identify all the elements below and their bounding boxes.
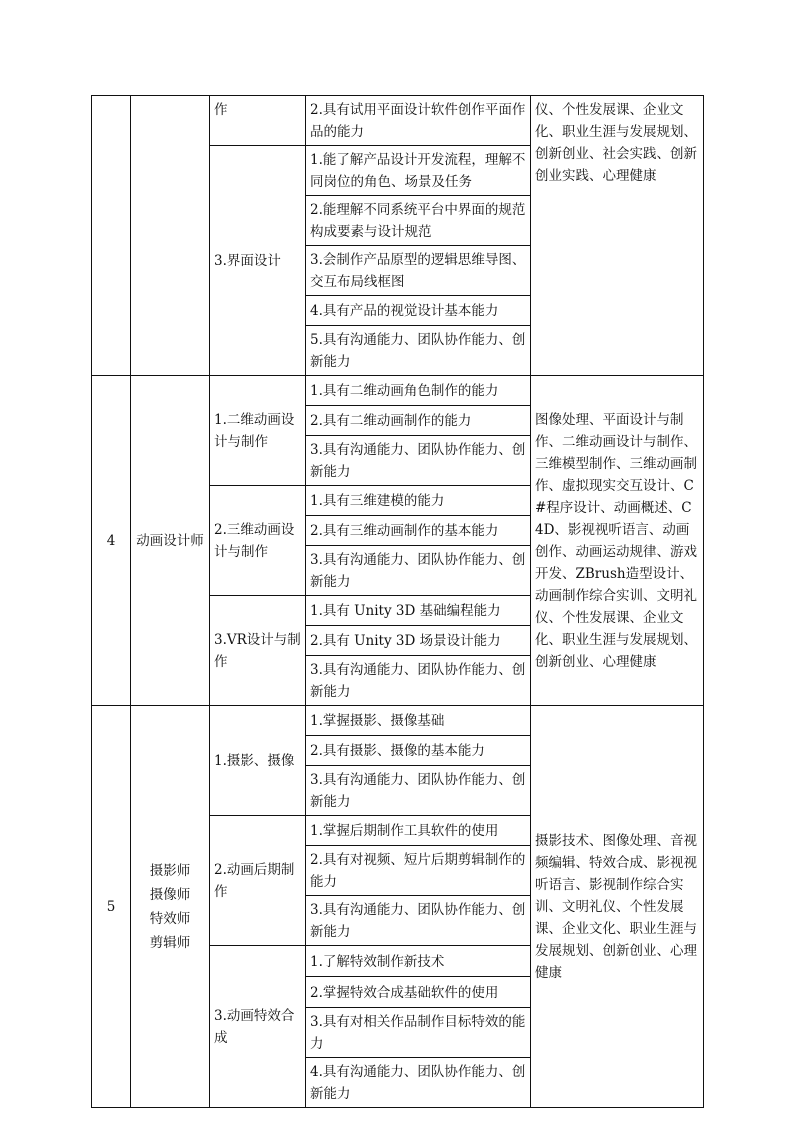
job-title-line: 特效师 xyxy=(149,911,191,927)
task-cell: 1.摄影、摄像 xyxy=(210,706,306,816)
task-cell: 3.VR设计与制作 xyxy=(210,596,306,706)
table-row xyxy=(92,376,704,406)
task-cell: 3.界面设计 xyxy=(210,146,306,376)
job-title-cell xyxy=(131,706,210,1108)
row-number-cell: 5 xyxy=(92,706,131,1108)
ability-cell: 2.具有 Unity 3D 场景设计能力 xyxy=(306,626,531,656)
row-number-cell xyxy=(92,96,131,376)
ability-cell: 1.具有三维建模的能力 xyxy=(306,486,531,516)
ability-cell: 3.具有沟通能力、团队协作能力、创新能力 xyxy=(306,896,531,946)
ability-cell: 3.会制作产品原型的逻辑思维导图、交互布局线框图 xyxy=(306,246,531,296)
course-cell: 仪、个性发展课、企业文化、职业生涯与发展规划、创新创业、社会实践、创新创业实践、心理健康 xyxy=(531,96,704,376)
ability-cell: 1.掌握后期制作工具软件的使用 xyxy=(306,816,531,846)
ability-cell: 3.具有沟通能力、团队协作能力、创新能力 xyxy=(306,656,531,706)
task-cell: 3.动画特效合成 xyxy=(210,946,306,1108)
job-title-cell: 动画设计师 xyxy=(131,376,210,706)
task-cell: 1.二维动画设计与制作 xyxy=(210,376,306,486)
table-row xyxy=(92,706,704,736)
ability-cell: 2.具有二维动画制作的能力 xyxy=(306,406,531,436)
task-cell: 2.动画后期制作 xyxy=(210,816,306,946)
ability-cell: 3.具有沟通能力、团队协作能力、创新能力 xyxy=(306,766,531,816)
ability-cell: 2.掌握特效合成基础软件的使用 xyxy=(306,977,531,1008)
ability-cell: 2.具有摄影、摄像的基本能力 xyxy=(306,736,531,766)
task-cell: 作 xyxy=(210,96,306,146)
job-title-line: 剪辑师 xyxy=(149,935,191,951)
course-cell: 图像处理、平面设计与制作、二维动画设计与制作、三维模型制作、三维动画制作、虚拟现实交互设计、C#程序设计、动画概述、C4D、影视视听语言、动画创作、动画运动规律、游戏开发、ZBrush造型设计、动画制作综合实训、文明礼仪、个性发展课、企业文化、职业生涯与发展规划、创新创业、心理健康 xyxy=(531,376,704,706)
ability-cell: 1.掌握摄影、摄像基础 xyxy=(306,706,531,736)
ability-cell: 5.具有沟通能力、团队协作能力、创新能力 xyxy=(306,326,531,376)
ability-cell: 3.具有沟通能力、团队协作能力、创新能力 xyxy=(306,546,531,596)
ability-cell: 1.能了解产品设计开发流程，理解不同岗位的角色、场景及任务 xyxy=(306,146,531,196)
ability-cell: 1.了解特效制作新技术 xyxy=(306,946,531,977)
ability-cell: 1.具有二维动画角色制作的能力 xyxy=(306,376,531,406)
job-ability-course-table xyxy=(91,95,704,1108)
ability-cell: 4.具有沟通能力、团队协作能力、创新能力 xyxy=(306,1058,531,1108)
row-number-cell: 4 xyxy=(92,376,131,706)
table-row xyxy=(92,96,704,146)
task-cell: 2.三维动画设计与制作 xyxy=(210,486,306,596)
ability-cell: 2.具有三维动画制作的基本能力 xyxy=(306,516,531,546)
ability-cell: 3.具有对相关作品制作目标特效的能力 xyxy=(306,1008,531,1058)
ability-cell: 2.能理解不同系统平台中界面的规范构成要素与设计规范 xyxy=(306,196,531,246)
ability-cell: 2.具有对视频、短片后期剪辑制作的能力 xyxy=(306,846,531,896)
job-title-line: 摄影师 xyxy=(149,863,191,879)
course-cell: 摄影技术、图像处理、音视频编辑、特效合成、影视视听语言、影视制作综合实训、文明礼仪、个性发展课、企业文化、职业生涯与发展规划、创新创业、心理健康 xyxy=(531,706,704,1108)
ability-cell: 2.具有试用平面设计软件创作平面作品的能力 xyxy=(306,96,531,146)
job-title-cell xyxy=(131,96,210,376)
ability-cell: 4.具有产品的视觉设计基本能力 xyxy=(306,296,531,326)
ability-cell: 1.具有 Unity 3D 基础编程能力 xyxy=(306,596,531,626)
job-title-line: 摄像师 xyxy=(149,887,191,903)
ability-cell: 3.具有沟通能力、团队协作能力、创新能力 xyxy=(306,436,531,486)
curriculum-table-page xyxy=(91,95,703,1108)
